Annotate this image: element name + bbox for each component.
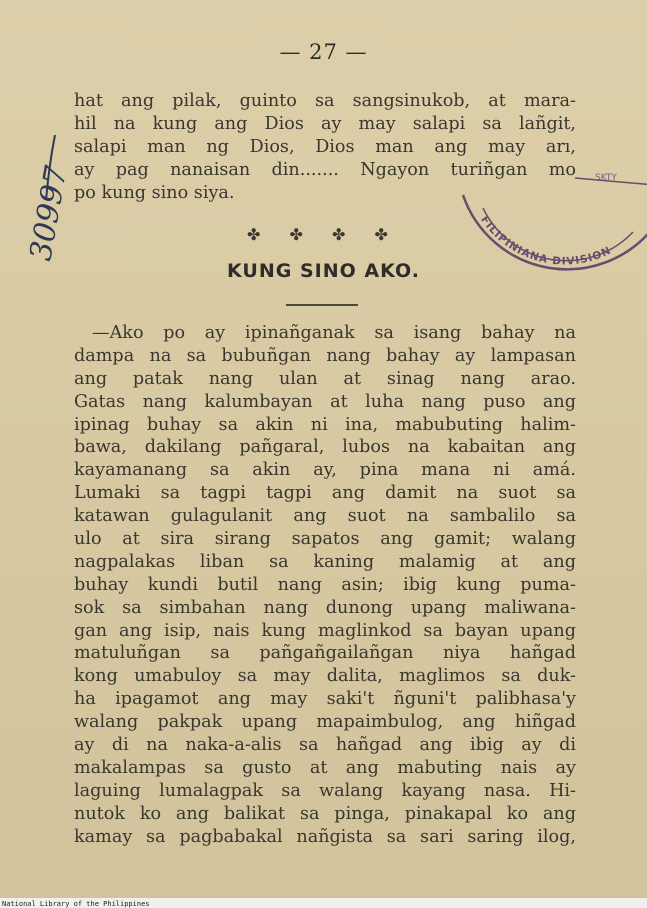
text-line: ha ipagamot ang may saki't ñguni't palibhasa'y xyxy=(74,689,576,710)
title-underline xyxy=(286,304,358,306)
text-line: hil na kung ang Dios ay may salapi sa lañgit, xyxy=(74,113,576,134)
text-line: ay pag nanaisan din....... Ngayon turiñgan mo xyxy=(74,159,576,180)
text-line: salapi man ng Dios, Dios man ang may arı, xyxy=(74,136,576,157)
text-line: kong umabuloy sa may dalita, maglimos sa duk- xyxy=(74,666,576,687)
stamp-partial-text: SKTY xyxy=(595,173,617,183)
text-line: kamay sa pagbabakal nañgista sa sari saring ilog, xyxy=(74,826,576,847)
text-line: —Ako po ay ipinañganak sa isang bahay na xyxy=(92,323,576,343)
text-line: ulo at sira sirang sapatos ang gamit; walang xyxy=(74,529,576,550)
text-line: ang patak nang ulan at sinag nang arao. xyxy=(74,368,576,389)
text-line: kayamanang sa akin ay, pina mana ni amá. xyxy=(74,460,576,481)
text-line: sok sa simbahan nang dunong upang maliwana- xyxy=(74,597,576,618)
text-line: Gatas nang kalumbayan at luha nang puso ang xyxy=(74,391,576,412)
text-line: hat ang pilak, guinto sa sangsinukob, at mara- xyxy=(74,91,576,111)
section-title: KUNG SINO AKO. xyxy=(227,260,420,282)
text-line: dampa na sa bubuñgan nang bahay ay lampasan xyxy=(74,345,576,366)
text-line: ipinag buhay sa akin ni ina, mabubuting halim- xyxy=(74,414,576,435)
library-stamp xyxy=(455,150,647,290)
footer-credit: National Library of the Philippines xyxy=(2,900,150,908)
text-line: matuluñgan sa pañgañgailañgan niya hañgad xyxy=(74,643,576,664)
text-line: Lumaki sa tagpi tagpi ang damit na suot sa xyxy=(74,483,576,504)
text-line: katawan gulagulanit ang suot na sambalilo sa xyxy=(74,506,576,527)
svg-text:30997: 30997 xyxy=(23,163,75,264)
ornament-divider: ✤ ✤ ✤ ✤ xyxy=(247,225,400,244)
body-paragraph xyxy=(74,322,576,848)
text-line: bawa, dakilang pañgaral, lubos na kabaitan ang xyxy=(74,437,576,458)
text-line: laguing lumalagpak sa walang kayang nasa. Hi- xyxy=(74,780,576,801)
page-number: — 27 — xyxy=(279,40,368,64)
text-line: nagpalakas liban sa kaning malamig at ang xyxy=(74,551,576,572)
stamp-text: FILIPINIANA DIVISION xyxy=(478,213,614,268)
text-line: po kung sino siya. xyxy=(74,182,235,203)
text-line: buhay kundi butil nang asin; ibig kung puma- xyxy=(74,574,576,595)
handwritten-number xyxy=(10,120,75,270)
text-line: nutok ko ang balikat sa pinga, pinakapal ko ang xyxy=(74,803,576,824)
text-line: ay di na naka-a-alis sa hañgad ang ibig ay di xyxy=(74,735,576,756)
text-line: walang pakpak upang mapaimbulog, ang hiñgad xyxy=(74,712,576,733)
text-line: makalampas sa gusto at ang mabuting nais ay xyxy=(74,757,576,778)
text-line: gan ang isip, nais kung maglinkod sa bayan upang xyxy=(74,620,576,641)
